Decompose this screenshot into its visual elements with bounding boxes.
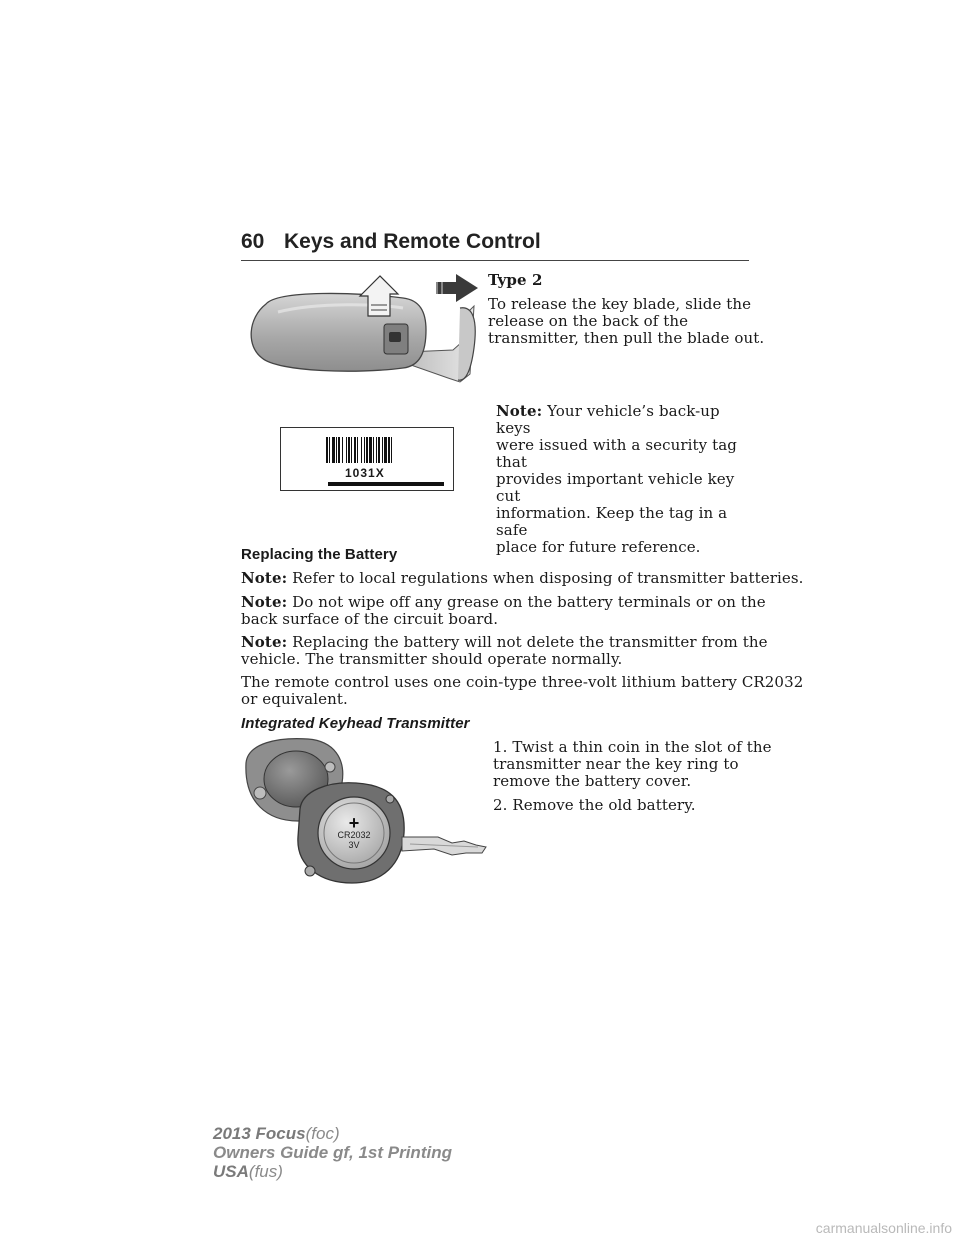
barcode-bar — [332, 437, 335, 463]
battery-heading: Replacing the Battery — [241, 546, 398, 563]
battery-note-1 — [241, 570, 804, 587]
barcode-bar — [388, 437, 390, 463]
barcode-bar — [382, 437, 383, 463]
note-label: Note: — [241, 593, 288, 611]
barcode-bar — [361, 437, 362, 463]
battery-note-2 — [241, 594, 766, 628]
barcode-bar — [357, 437, 358, 463]
battery-note-3 — [241, 634, 768, 668]
watermark: carmanualsonline.info — [815, 1220, 952, 1236]
barcode-bar — [329, 437, 330, 463]
barcode-bar — [376, 437, 377, 463]
battery-voltage: 3V — [348, 840, 360, 850]
barcode-bar — [336, 437, 337, 463]
barcode-bar — [326, 437, 328, 463]
battery-model: CR2032 — [337, 830, 371, 840]
footer-market-code: (fus) — [248, 1162, 283, 1181]
barcode-bar — [369, 437, 372, 463]
battery-note-1-text: Refer to local regulations when disposing of transmitter batteries. — [287, 569, 804, 587]
note-label: Note: — [496, 402, 543, 420]
ikt-step-1 — [493, 739, 772, 790]
note-label: Note: — [241, 633, 288, 651]
ikt-step-1-line-2: transmitter near the key ring to — [493, 755, 739, 773]
battery-note-2-line-1: Do not wipe off any grease on the battery terminals or on the — [287, 593, 766, 611]
key-fob-illustration — [238, 272, 488, 384]
header-rule — [241, 260, 749, 261]
barcode-bar — [373, 437, 374, 463]
barcode-bar — [354, 437, 356, 463]
barcode-bar — [366, 437, 368, 463]
battery-note-2-line-2: back surface of the circuit board. — [241, 610, 499, 628]
battery-paragraph — [241, 674, 803, 708]
ikt-step-2: 2. Remove the old battery. — [493, 796, 696, 814]
barcode-bar — [351, 437, 352, 463]
ikt-step-1-line-1: 1. Twist a thin coin in the slot of the — [493, 738, 772, 756]
footer-market: USA — [213, 1162, 249, 1181]
battery-label — [330, 830, 378, 850]
security-note-line-4: information. Keep the tag in a safe — [496, 504, 728, 539]
footer-line-2: Owners Guide gf, 1st Printing — [213, 1143, 452, 1162]
tag-code: 1031X — [345, 466, 385, 480]
battery-plus-symbol: + — [348, 813, 360, 833]
barcode-bar — [378, 437, 380, 463]
battery-para-line-1: The remote control uses one coin-type three-volt lithium battery CR2032 — [241, 673, 804, 691]
barcode-bar — [338, 437, 340, 463]
security-note-line-5: place for future reference. — [496, 538, 701, 556]
security-note-line-2: were issued with a security tag that — [496, 436, 737, 471]
battery-note-3-line-2: vehicle. The transmitter should operate normally. — [241, 650, 623, 668]
security-note-line-3: provides important vehicle key cut — [496, 470, 735, 505]
footer-line-1 — [213, 1124, 340, 1144]
footer-model: 2013 Focus — [213, 1124, 306, 1143]
type2-body — [488, 296, 764, 347]
footer-model-code: (foc) — [305, 1124, 340, 1143]
barcode-bar — [391, 437, 392, 463]
security-note-line-1: Your vehicle’s back-up keys — [496, 402, 720, 437]
ikt-heading: Integrated Keyhead Transmitter — [241, 715, 470, 732]
barcode-bar — [364, 437, 365, 463]
note-label: Note: — [241, 569, 288, 587]
type2-line-2: release on the back of the — [488, 312, 689, 330]
ikt-step-1-line-3: remove the battery cover. — [493, 772, 692, 790]
type2-line-3: transmitter, then pull the blade out. — [488, 329, 765, 347]
battery-para-line-2: or equivalent. — [241, 690, 348, 708]
footer-line-3 — [213, 1162, 283, 1182]
barcode-bar — [384, 437, 387, 463]
type2-heading: Type 2 — [488, 271, 543, 289]
page-number: 60 — [241, 230, 265, 253]
section-title: Keys and Remote Control — [284, 230, 541, 253]
security-note — [496, 403, 752, 556]
barcode-bar — [346, 437, 347, 463]
type2-line-1: To release the key blade, slide the — [488, 295, 752, 313]
battery-note-3-line-1: Replacing the battery will not delete the transmitter from the — [287, 633, 768, 651]
barcode-bar — [348, 437, 350, 463]
barcode-bar — [342, 437, 343, 463]
security-tag-illustration — [280, 427, 454, 491]
